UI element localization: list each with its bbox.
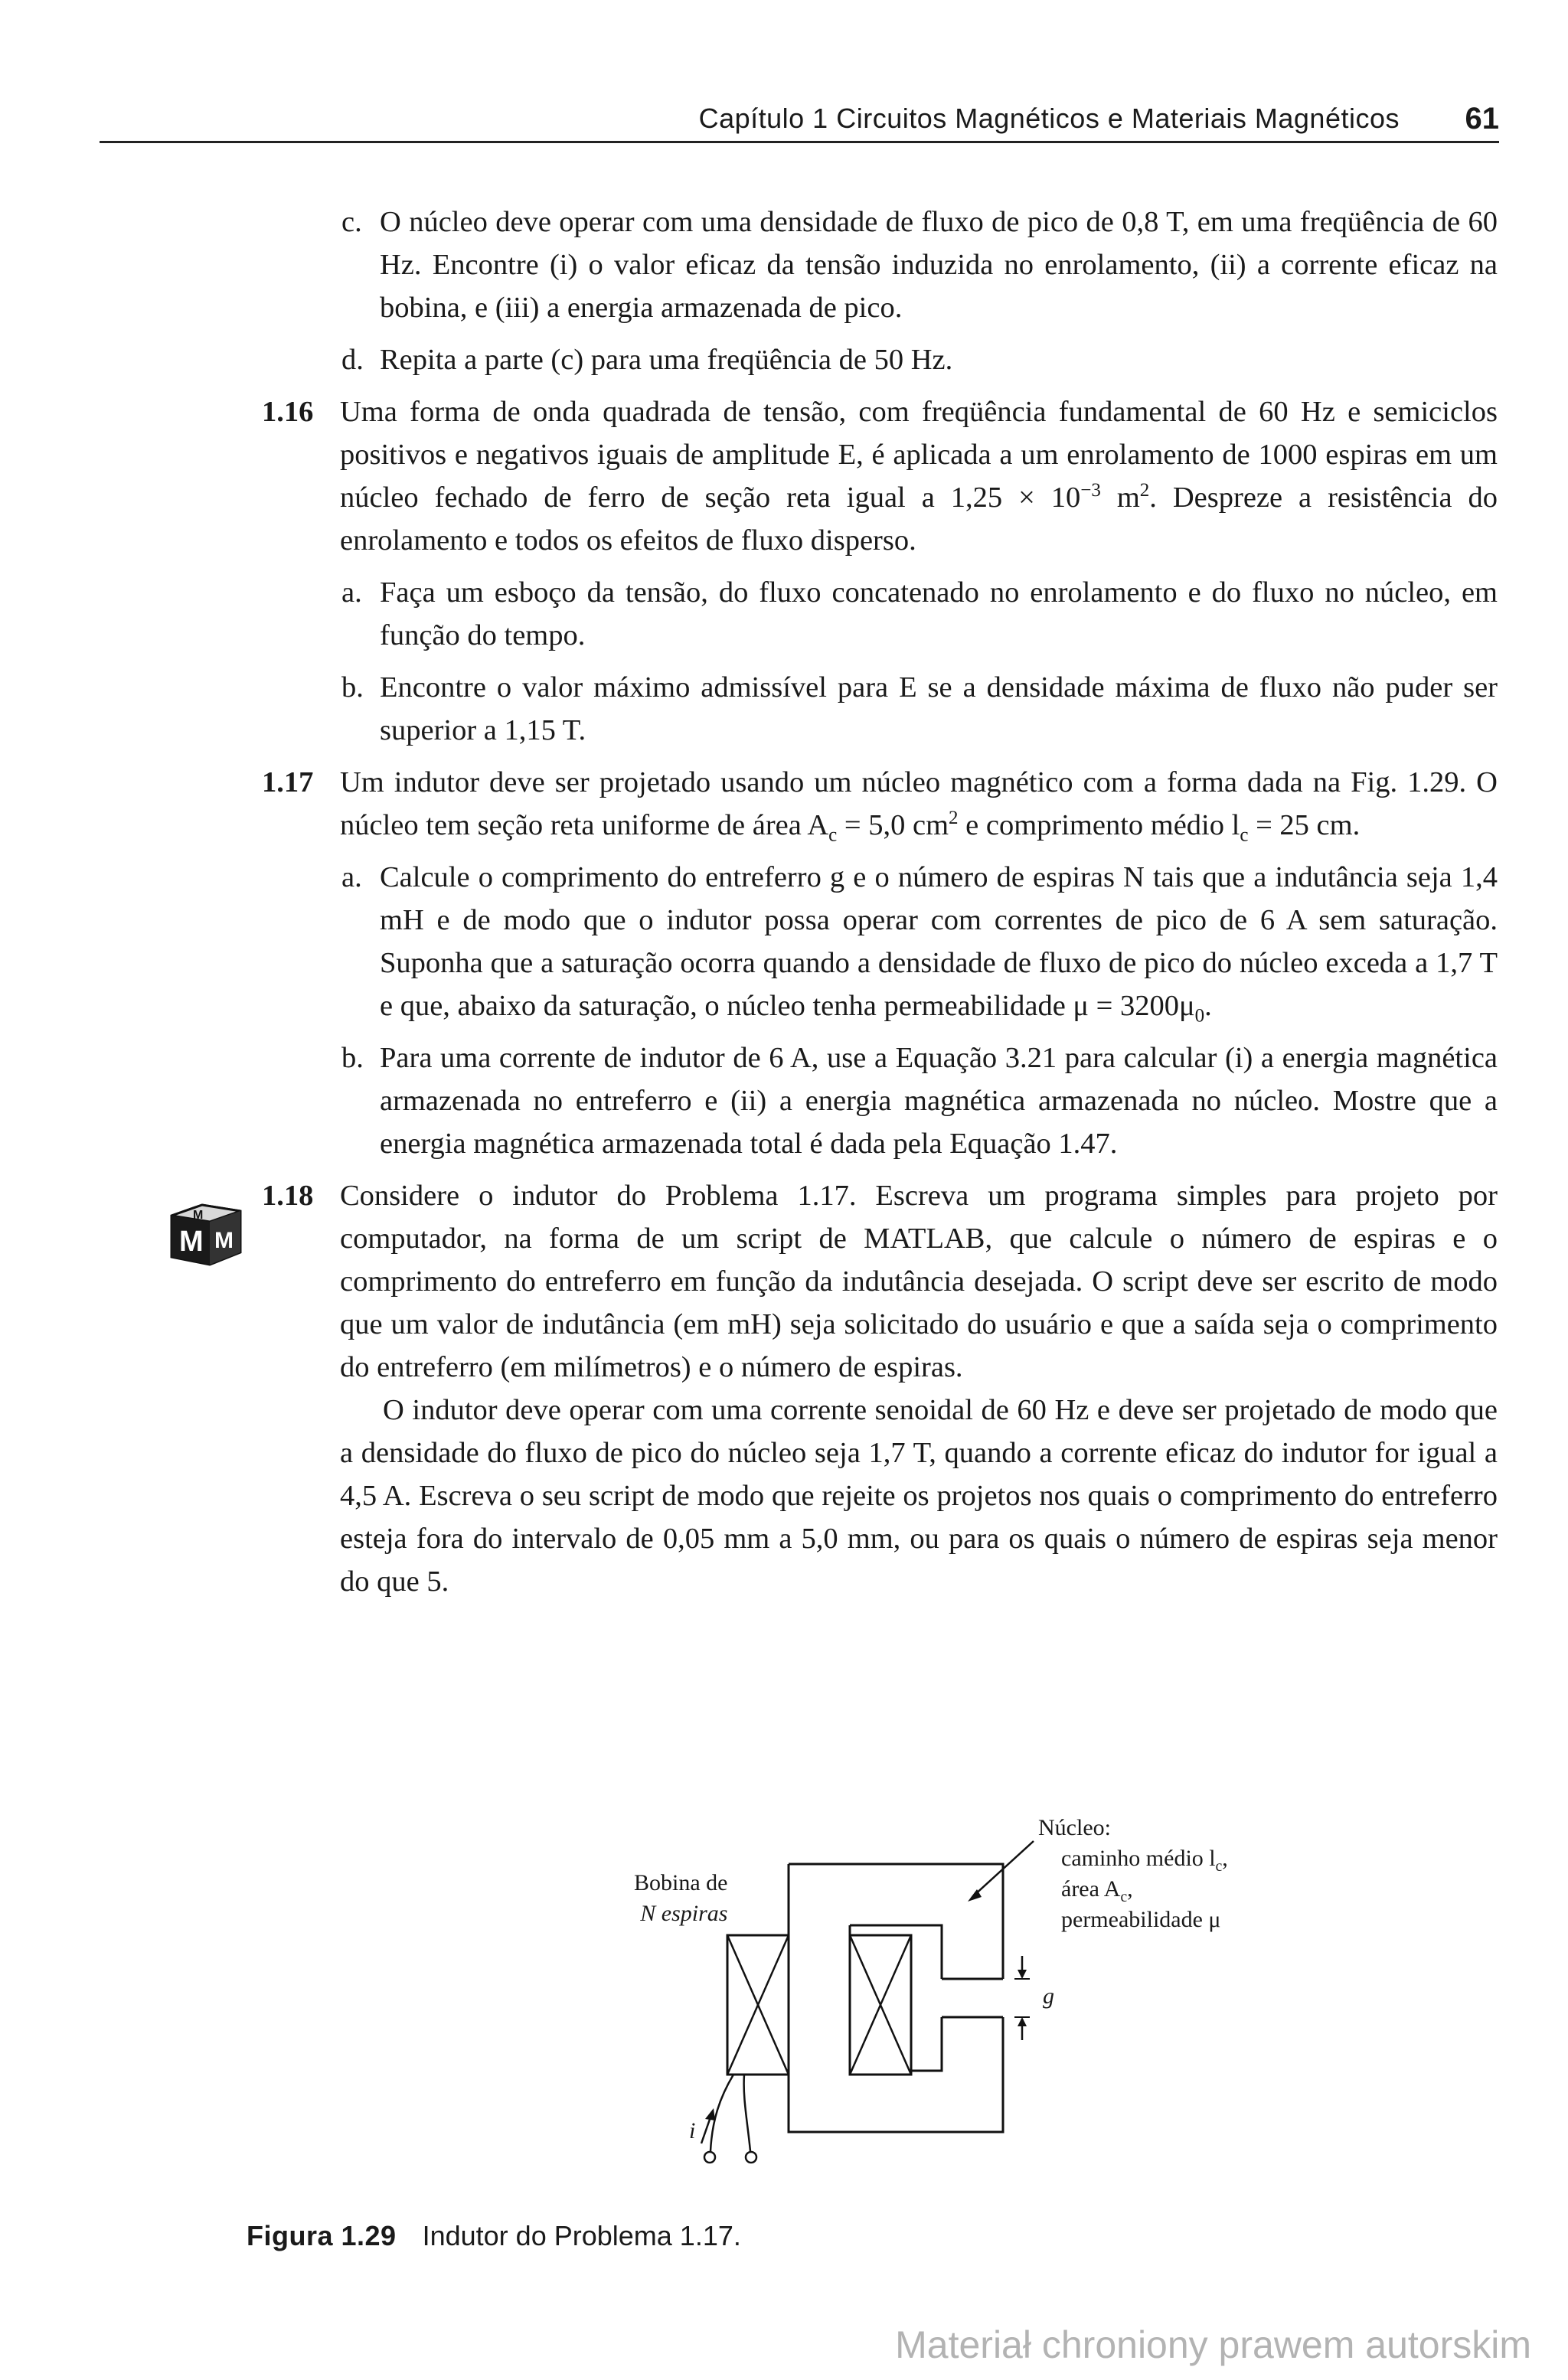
item-1-17b — [341, 1037, 1498, 1165]
gap-arrow-head — [1018, 2017, 1027, 2026]
exponent: −3 — [1080, 480, 1101, 501]
item-1-16a — [341, 571, 1498, 657]
current-label: i — [689, 2118, 696, 2143]
item-text: Calcule o comprimento do entreferro g e o número de espiras N tais que a indutância seja 1,4 mH e de modo que o indutor possa operar com correntes de pico de 6 A sem saturação. Suponha que a saturação ocorra quando a densidade de fluxo de pico do núcleo exceda a 1,7 T e que, abaixo da saturação, o núcleo tenha permeabilidade μ = 3200μ — [380, 861, 1498, 1022]
core-label-line: permeabilidade μ — [1061, 1907, 1221, 1932]
item-text: Faça um esboço da tensão, do fluxo concatenado no enrolamento e do fluxo no núcleo, em função do tempo. — [380, 576, 1498, 651]
problem-text: e comprimento médio l — [958, 809, 1240, 841]
item-1-16b — [341, 666, 1498, 752]
current-arrow-head — [705, 2108, 715, 2120]
item-text: Para uma corrente de indutor de 6 A, use a Equação 3.21 para calcular (i) a energia magnética armazenada no entreferro e (ii) a energia magnética armazenada no núcleo. Mostre que a energia magnética armazenada total é dada pela Equação 1.47. — [380, 1042, 1498, 1160]
gap-arrow-head — [1018, 1970, 1027, 1979]
core-label-title: Núcleo: — [1038, 1815, 1111, 1840]
problem-text: = 25 cm. — [1248, 809, 1361, 841]
item-text: O núcleo deve operar com uma densidade de fluxo de pico de 0,8 T, em uma freqüência de 60 Hz. Encontre (i) o valor eficaz da tensão induzida no enrolamento, (ii) a corrente eficaz na bobina, e (iii) a energia armazenada de pico. — [380, 206, 1498, 324]
problem-text: Um indutor deve ser projetado usando um núcleo magnético com a forma dada na Fig. 1.29. O núcleo tem seção reta uniforme de área A — [340, 766, 1498, 841]
terminal — [746, 2152, 756, 2163]
problem-text: Considere o indutor do Problema 1.17. Escreva um programa simples para projeto por computador, na forma de um script de MATLAB, que calcule o número de espiras e o comprimento do entreferro em função da indutância desejada. O script deve ser escrito de modo que um valor de indutância (em mH) seja solicitado do usuário e que a saída seja o comprimento do entreferro (em milímetros) e o número de espiras. — [340, 1180, 1498, 1383]
problem-text: . Despreze a resistência do enrolamento e todos os efeitos de fluxo disperso. — [340, 482, 1498, 557]
problem-1-17 — [262, 761, 1498, 847]
item-1-15d — [341, 338, 1498, 381]
running-title: Capítulo 1 Circuitos Magnéticos e Materiais Magnéticos — [698, 103, 1400, 134]
problem-text: O indutor deve operar com uma corrente senoidal de 60 Hz e deve ser projetado de modo que a densidade do fluxo de pico do núcleo seja 1,7 T, quando a corrente eficaz do indutor for igual a 4,5 A. Escreva o seu script de modo que rejeite os projetos nos quais o comprimento do entreferro esteja fora do intervalo de 0,05 mm a 5,0 mm, ou para os quais o número de espiras seja menor do que 5. — [340, 1394, 1498, 1598]
problem-text: = 5,0 cm — [837, 809, 949, 841]
gap-label: g — [1043, 1983, 1054, 2009]
problem-1-16 — [262, 390, 1498, 562]
svg-text:M: M — [193, 1209, 204, 1222]
svg-text:M: M — [214, 1228, 234, 1253]
figure-caption — [247, 2220, 741, 2252]
item-label: d. — [341, 344, 364, 376]
problem-text: Uma forma de onda quadrada de tensão, com freqüência fundamental de 60 Hz e semiciclos positivos e negativos iguais de amplitude E, é aplicada a um enrolamento de 1000 espiras em um núcleo fechado de ferro de seção reta igual a 1,25 × 10 — [340, 396, 1498, 514]
coil-lead — [744, 2075, 750, 2151]
item-text: Encontre o valor máximo admissível para E se a densidade máxima de fluxo não puder ser superior a 1,15 T. — [380, 671, 1498, 746]
exponent: 2 — [949, 808, 959, 829]
problem-text: m — [1100, 482, 1140, 514]
subscript: c — [828, 824, 838, 846]
coil-label-line: Bobina de — [634, 1870, 728, 1895]
problem-number: 1.17 — [262, 766, 314, 798]
problem-1-18 — [262, 1174, 1498, 1389]
watermark: Materiał chroniony prawem autorskim — [895, 2323, 1531, 2366]
item-label: c. — [341, 206, 362, 238]
core-label — [1038, 1813, 1228, 1935]
core-label-line: área $A_c$, — [1061, 1876, 1133, 1905]
problem-1-18-continued — [340, 1389, 1498, 1603]
exponent: 2 — [1139, 480, 1150, 501]
subscript: c — [1240, 824, 1249, 846]
matlab-cube-icon — [164, 1188, 248, 1276]
terminal — [704, 2152, 715, 2163]
core-label-line: caminho médio $l_c$, — [1061, 1846, 1228, 1875]
page-body — [0, 201, 1568, 1603]
item-label: b. — [341, 1042, 364, 1074]
page-number: 61 — [1465, 102, 1499, 135]
item-label: b. — [341, 671, 364, 704]
figure-1-29 — [567, 1807, 1332, 2205]
item-text: Repita a parte (c) para uma freqüência de 50 Hz. — [380, 344, 953, 376]
item-label: a. — [341, 861, 362, 893]
svg-text:M: M — [179, 1226, 204, 1258]
item-text: . — [1204, 990, 1212, 1022]
item-1-15c — [341, 201, 1498, 329]
problem-number: 1.18 — [262, 1180, 314, 1212]
caption-text: Indutor do Problema 1.17. — [422, 2220, 741, 2251]
item-label: a. — [341, 576, 362, 609]
coil-label — [634, 1868, 727, 1929]
subscript: 0 — [1194, 1005, 1205, 1027]
item-1-17a — [341, 856, 1498, 1027]
caption-tag: Figura 1.29 — [247, 2220, 397, 2251]
coil-label-line: N espiras — [640, 1901, 728, 1926]
page-header — [100, 98, 1499, 143]
problem-number: 1.16 — [262, 396, 314, 428]
